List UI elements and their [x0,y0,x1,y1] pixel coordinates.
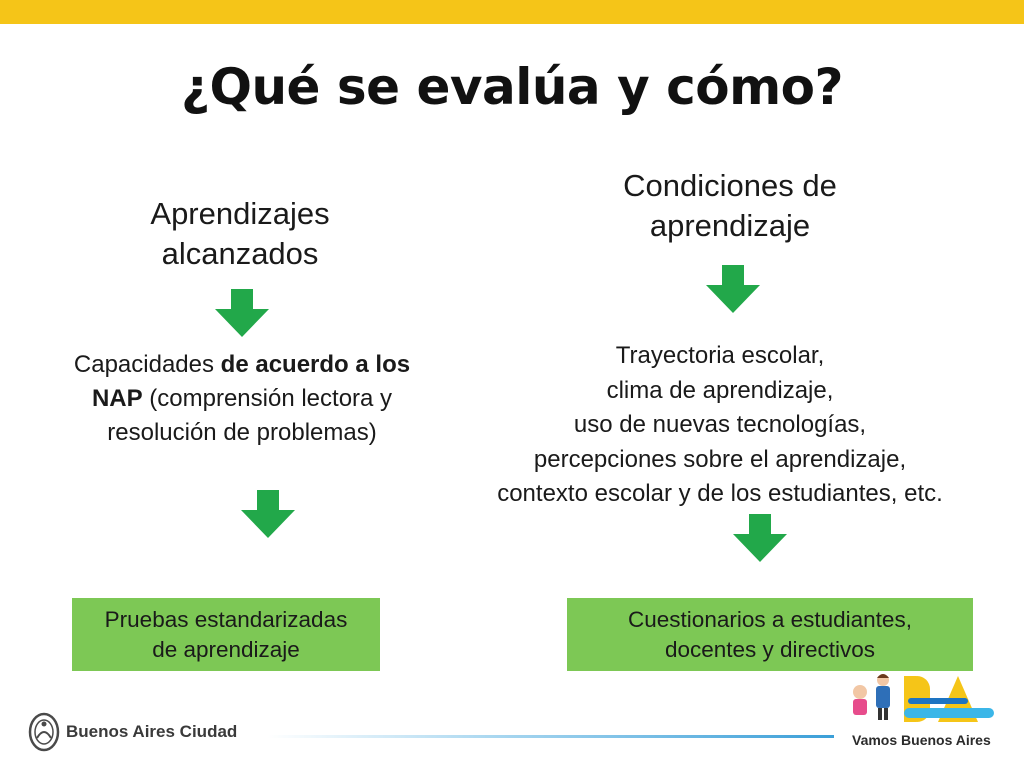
right-result-box [567,598,973,671]
ba-logo-icon [904,676,994,722]
down-arrow-icon [733,514,787,562]
right-description [440,339,1000,512]
left-description-bold: de acuerdo a los NAP [91,351,411,412]
left-box-line-1: Pruebas estandarizadas [104,606,348,632]
children-illustration-icon [838,668,1008,730]
right-description-line: Trayectoria escolar, [615,342,825,369]
right-box-line-2: docentes y directivos [664,636,876,662]
left-description-end: (comprensión lectora y resolución de problemas) [107,385,393,446]
down-arrow-icon [706,265,760,313]
left-heading-line-1: Aprendizajes [150,196,330,231]
left-box-line-2: de aprendizaje [152,636,300,662]
right-heading-line-2: aprendizaje [649,208,811,243]
footer-divider [268,735,834,738]
left-result-box [72,598,380,671]
right-heading [560,166,900,246]
buenos-aires-ciudad-logo [28,712,237,752]
city-seal-icon [28,712,60,752]
right-description-line: uso de nuevas tecnologías, [573,411,867,438]
down-arrow-icon [241,490,295,538]
left-description-start: Capacidades [73,351,221,378]
down-arrow-icon [215,289,269,337]
right-description-line: clima de aprendizaje, [606,376,834,404]
left-logo-text: Buenos Aires Ciudad [66,722,238,741]
right-heading-line-1: Condiciones de [623,168,837,203]
right-logo-text: Vamos Buenos Aires [852,732,991,748]
right-box-line-1: Cuestionarios a estudiantes, [628,606,912,632]
top-accent-bar [0,0,1024,24]
slide-title: ¿Qué se evalúa y cómo? [180,58,844,116]
left-heading [80,194,400,274]
left-heading-line-2: alcanzados [161,236,319,271]
right-description-line: percepciones sobre el aprendizaje, [533,445,907,473]
vamos-buenos-aires-logo [838,668,1008,758]
left-description [58,348,426,450]
right-description-line: contexto escolar y de los estudiantes, etc. [497,480,943,507]
